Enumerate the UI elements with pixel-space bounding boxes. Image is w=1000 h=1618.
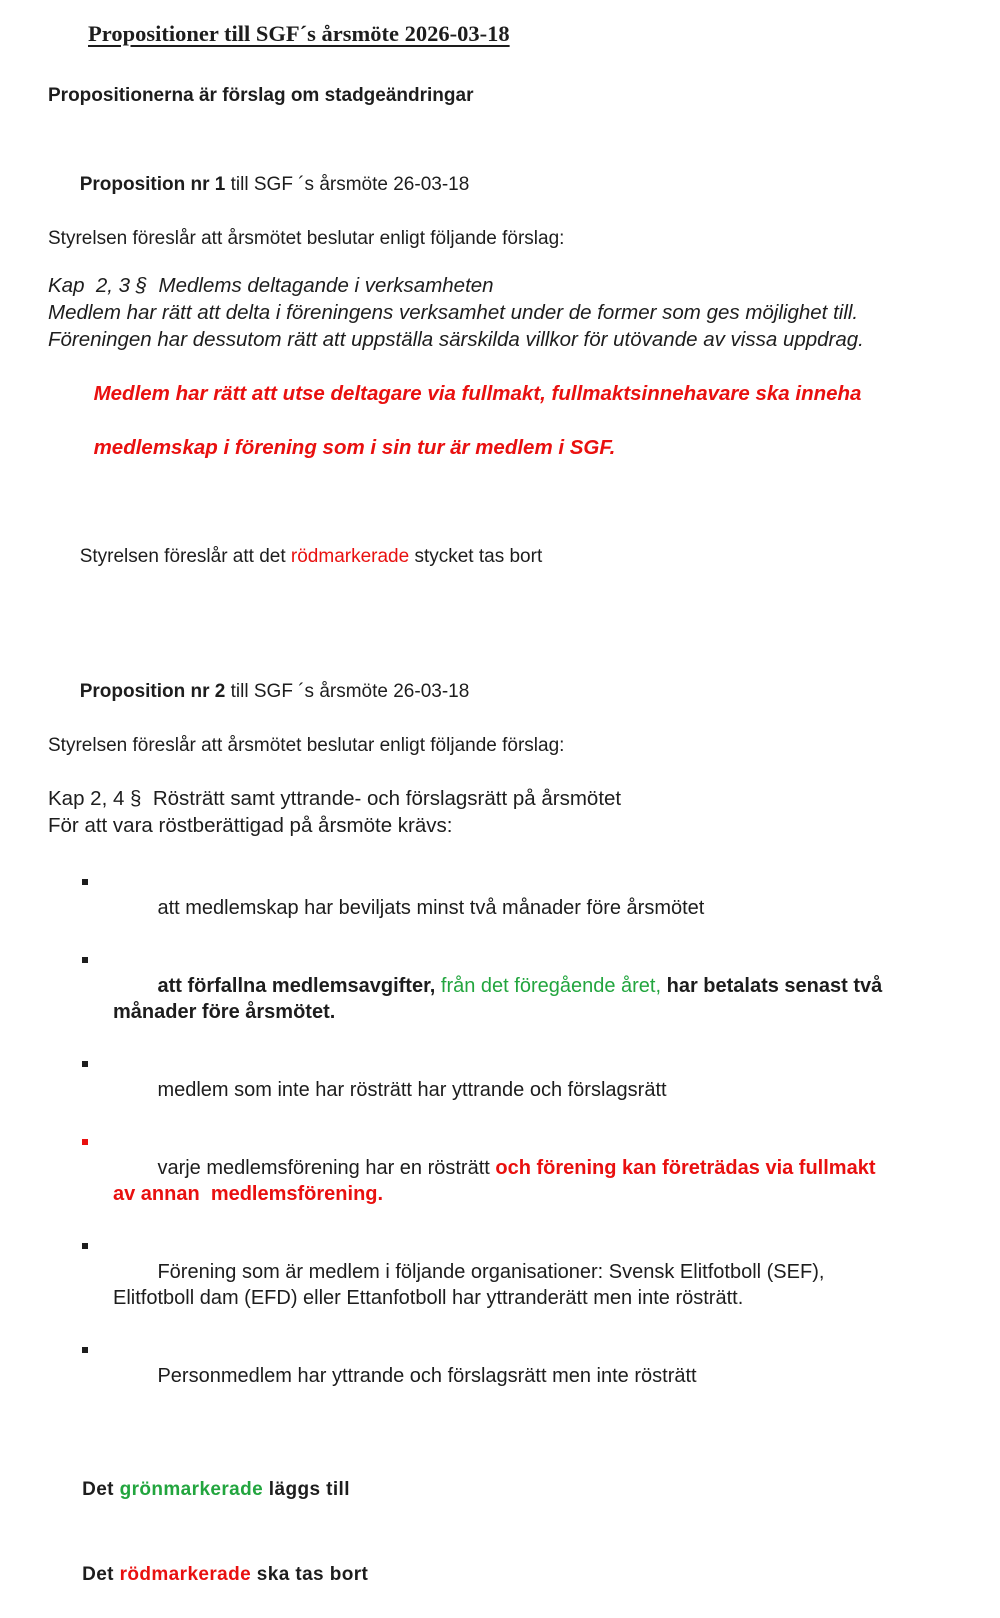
legend-green-pre: Det bbox=[82, 1479, 120, 1500]
intro-line: Propositionerna är förslag om stadgeändringar bbox=[48, 84, 955, 108]
bullet-text: att förfallna medlemsavgifter, bbox=[157, 975, 435, 997]
proposition-1-section bbox=[48, 144, 955, 597]
prop1-red-addition bbox=[48, 353, 955, 488]
prop1-kap-title: Kap 2, 3 § Medlems deltagande i verksamheten bbox=[48, 272, 955, 299]
legend-red-post: ska tas bort bbox=[251, 1564, 368, 1585]
legend-green-post: läggs till bbox=[263, 1479, 350, 1500]
bullet-text: har betalats senast två månader före årsmötet. bbox=[113, 975, 888, 1023]
list-item bbox=[48, 1129, 900, 1233]
list-item bbox=[48, 1051, 900, 1129]
prop2-kap-title: Kap 2, 4 § Rösträtt samt yttrande- och förslagsrätt på årsmötet bbox=[48, 785, 955, 812]
proposition-2-section bbox=[48, 651, 955, 1415]
prop1-statute-block bbox=[48, 272, 955, 488]
prop2-heading-rest: till SGF ´s årsmöte 26-03-18 bbox=[225, 681, 469, 702]
bullet-text-red-deletion: och förening kan företrädas via fullmakt av annan medlemsförening. bbox=[113, 1157, 881, 1205]
document-title: Propositioner till SGF´s årsmöte 2026-03-18 bbox=[88, 20, 955, 48]
legend-red-pre: Det bbox=[82, 1564, 120, 1585]
bullet-text: varje medlemsförening har en rösträtt bbox=[157, 1157, 495, 1179]
prop1-note-pre: Styrelsen föreslår att det bbox=[80, 546, 291, 567]
prop1-heading-number: Proposition nr 1 bbox=[80, 174, 226, 195]
list-item bbox=[48, 1337, 900, 1415]
voting-requirements-list bbox=[48, 869, 900, 1415]
prop1-body-line-1: Medlem har rätt att delta i föreningens verksamhet under de former som ges möjlighet till. bbox=[48, 299, 955, 326]
prop2-statute-block bbox=[48, 785, 955, 839]
legend-red-word: rödmarkerade bbox=[120, 1564, 252, 1585]
legend-red-line bbox=[48, 1533, 955, 1618]
prop2-heading bbox=[48, 651, 955, 732]
prop1-note-red-word: rödmarkerade bbox=[291, 546, 409, 567]
bullet-text: Personmedlem har yttrande och förslagsrätt men inte rösträtt bbox=[157, 1365, 696, 1387]
bullet-text: medlem som inte har rösträtt har yttrande och förslagsrätt bbox=[157, 1079, 666, 1101]
prop1-red-line-1: Medlem har rätt att utse deltagare via fullmakt, fullmaktsinnehavare ska inneha bbox=[94, 382, 862, 405]
legend-green-word: grönmarkerade bbox=[120, 1479, 264, 1500]
bullet-text-green-addition: från det föregående året, bbox=[435, 975, 661, 997]
bullet-text: Förening som är medlem i följande organisationer: Svensk Elitfotboll (SEF), Elitfotboll dam (EFD) eller Ettanfotboll har yttranderätt men inte rösträtt. bbox=[113, 1261, 830, 1309]
prop1-board-line: Styrelsen föreslår att årsmötet beslutar enligt följande förslag: bbox=[48, 225, 955, 252]
list-item bbox=[48, 1233, 900, 1337]
list-item bbox=[48, 869, 900, 947]
color-legend bbox=[48, 1447, 955, 1618]
prop1-note-post: stycket tas bort bbox=[409, 546, 542, 567]
list-item bbox=[48, 947, 900, 1051]
prop1-heading bbox=[48, 144, 955, 225]
prop2-board-line: Styrelsen föreslår att årsmötet beslutar enligt följande förslag: bbox=[48, 732, 955, 759]
prop2-kap-subtitle: För att vara röstberättigad på årsmöte krävs: bbox=[48, 812, 955, 839]
prop2-heading-number: Proposition nr 2 bbox=[80, 681, 226, 702]
bullet-text: att medlemskap har beviljats minst två månader före årsmötet bbox=[157, 897, 704, 919]
prop1-heading-rest: till SGF ´s årsmöte 26-03-18 bbox=[225, 174, 469, 195]
legend-green-line bbox=[48, 1447, 955, 1533]
prop1-body-line-2: Föreningen har dessutom rätt att uppställa särskilda villkor för utövande av vissa uppdrag. bbox=[48, 326, 955, 353]
prop1-red-line-2: medlemskap i förening som i sin tur är medlem i SGF. bbox=[94, 436, 616, 459]
prop1-note bbox=[48, 516, 955, 597]
